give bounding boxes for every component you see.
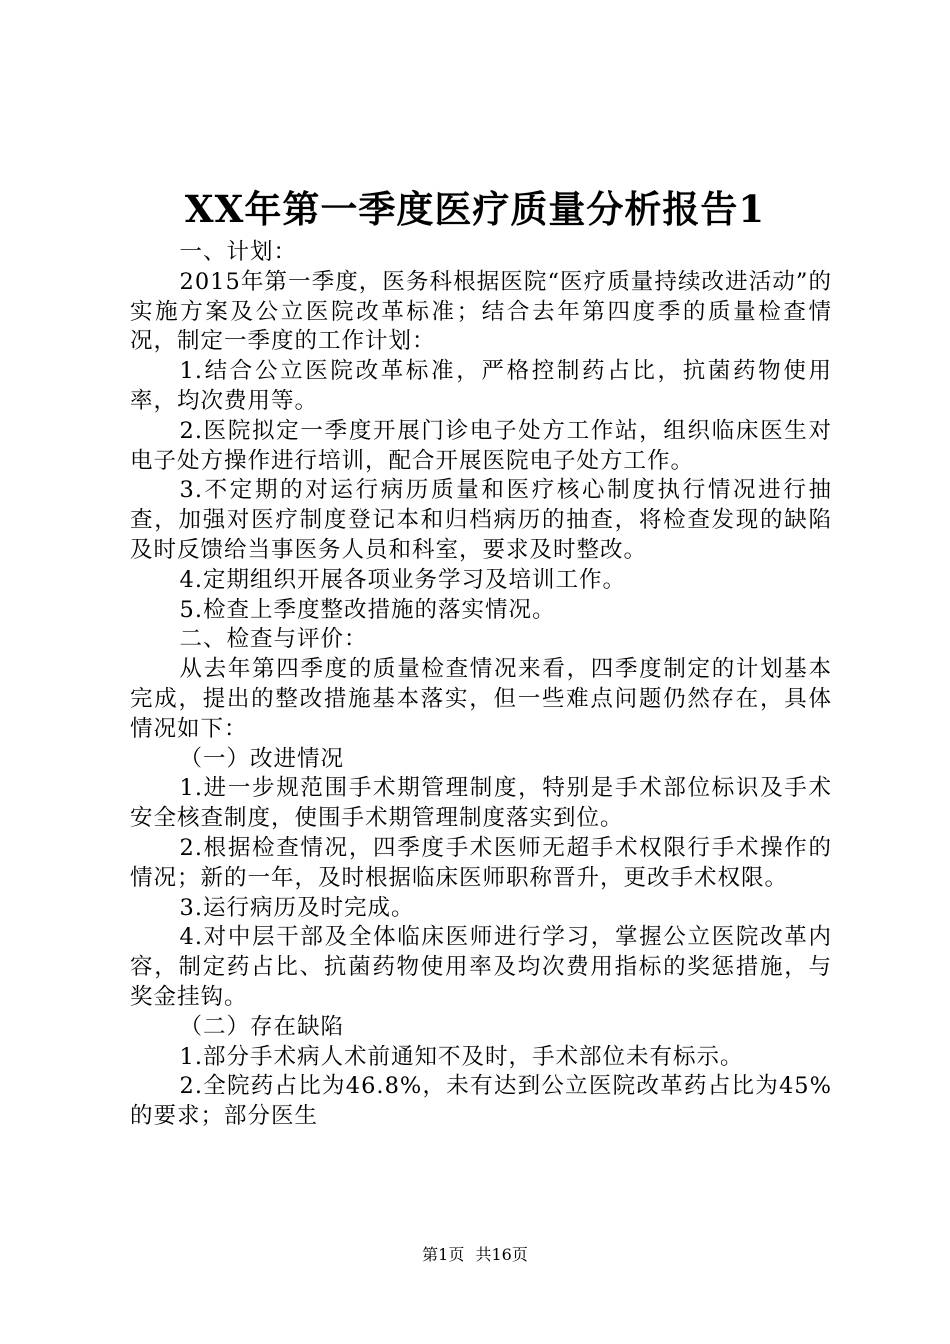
section-heading-plan: 一、计划： — [179, 239, 298, 265]
document-title: XX年第一季度医疗质量分析报告1 — [184, 187, 766, 231]
paragraph: 2015年第一季度，医务科根据医院“医疗质量持续改进活动”的实施方案及公立医院改革标准；结合去年第四度季的质量检查情况，制定一季度的工作计划： — [130, 268, 832, 355]
page-total: 共16页 — [475, 1245, 528, 1264]
paragraph: 4.定期组织开展各项业务学习及培训工作。 — [179, 566, 626, 593]
paragraph: 3.运行病历及时完成。 — [179, 894, 415, 921]
paragraph: 3.不定期的对运行病历质量和医疗核心制度执行情况进行抽查，加强对医疗制度登记本和归档病历的抽查，将检查发现的缺陷及时反馈给当事医务人员和科室，要求及时整改。 — [130, 477, 832, 563]
paragraph: 2.医院拟定一季度开展门诊电子处方工作站，组织临床医生对电子处方操作进行培训，配合开展医院电子处方工作。 — [130, 417, 832, 474]
paragraph: 从去年第四季度的质量检查情况来看，四季度制定的计划基本完成，提出的整改措施基本落实，但一些难点问题仍然存在，具体情况如下： — [130, 656, 832, 742]
subsection-heading-improvements: （一）改进情况 — [179, 745, 345, 772]
paragraph: 2.根据检查情况，四季度手术医师无超手术权限行手术操作的情况；新的一年，及时根据临床医师职称晋升，更改手术权限。 — [130, 834, 832, 891]
paragraph: 4.对中层干部及全体临床医师进行学习，掌握公立医院改革内容，制定药占比、抗菌药物使用率及均次费用指标的奖惩措施，与奖金挂钩。 — [130, 924, 832, 1010]
page-number: 第1页 — [422, 1245, 465, 1264]
paragraph: 2.全院药占比为46.8%，未有达到公立医院改革药占比为45%的要求；部分医生 — [130, 1073, 832, 1130]
page-footer — [0, 1244, 950, 1266]
paragraph: 1.部分手术病人术前通知不及时，手术部位未有标示。 — [179, 1043, 744, 1070]
paragraph: 5.检查上季度整改措施的落实情况。 — [179, 596, 556, 623]
paragraph: 1.结合公立医院改革标准，严格控制药占比，抗菌药物使用率，均次费用等。 — [130, 358, 832, 414]
subsection-heading-defects: （二）存在缺陷 — [179, 1013, 345, 1040]
paragraph: 1.进一步规范围手术期管理制度，特别是手术部位标识及手术安全核查制度，使围手术期管理制度落实到位。 — [130, 775, 832, 832]
section-heading-review: 二、检查与评价： — [179, 626, 368, 653]
document-body — [130, 238, 832, 1132]
